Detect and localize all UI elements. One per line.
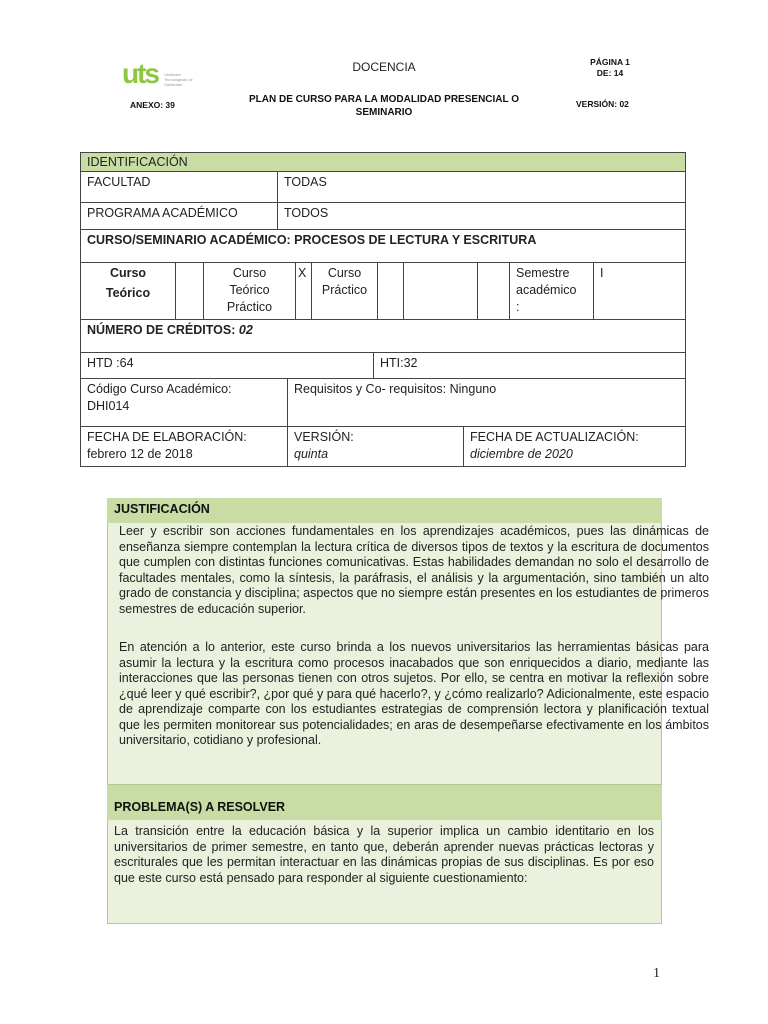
curso-teorico-line-1: Curso [109,266,147,280]
semestre-value: I [593,263,685,319]
creditos-label: NÚMERO DE CRÉDITOS: [87,323,236,337]
curso-teorico-practico-label [203,263,295,319]
justificacion-title: JUSTIFICACIÓN [107,498,662,523]
logo-text: uts [122,58,158,89]
header-page-info [570,57,650,79]
problema-paragraph: La transición entre la educación básica y la superior implica un cambio identitario en los universitarios de primer semestre, en tanto que, deberán aprender nuevas prácticas lectoras y escriturales que les permitan interactuar en las dinámicas propias de sus disciplinas. Es por eso que este curso está pensado para responder al siguiente cuestionamiento: [114,824,654,885]
fecha-elaboracion-label: FECHA DE ELABORACIÓN: [87,430,247,444]
empty-cell [477,263,509,319]
fecha-actualizacion-value: diciembre de 2020 [470,447,573,461]
hti-value: HTI:32 [373,353,685,378]
curso-practico-line-2: Práctico [321,283,368,297]
fecha-elaboracion-value: febrero 12 de 2018 [87,447,193,461]
curso-tp-line-2: Teórico [229,283,270,297]
uts-logo [122,50,194,94]
programa-label: PROGRAMA ACADÉMICO [87,206,238,220]
page-number: 1 [653,966,660,981]
codigo-value: DHI014 [87,399,130,413]
facultad-value: TODAS [277,172,685,202]
curso-seminario-row [81,230,685,263]
plan-title-line-2: SEMINARIO [355,107,413,118]
horas-row [81,353,685,379]
programa-value: TODOS [277,203,685,229]
creditos-cell [81,320,685,352]
plan-title-line-1: PLAN DE CURSO PARA LA MODALIDAD PRESENCIAL O [248,94,519,105]
fecha-elaboracion-cell [81,427,287,466]
facultad-label: FACULTAD [87,175,151,189]
facultad-row [81,172,685,203]
header-docencia: DOCENCIA [352,60,416,74]
header-version: VERSIÓN: 02 [576,99,629,109]
semestre-line-1: Semestre [516,266,570,280]
creditos-value: 02 [238,323,253,337]
version-cell [287,427,463,466]
semestre-label [509,263,593,319]
curso-tp-line-3: Práctico [226,300,273,314]
codigo-row [81,379,685,427]
page-line-1: PÁGINA 1 [590,57,630,67]
curso-practico-line-1: Curso [327,266,362,280]
curso-practico-label [311,263,377,319]
requisitos-value: Requisitos y Co- requisitos: Ninguno [287,379,685,426]
version-value: quinta [294,447,329,461]
programa-row [81,203,685,230]
identification-header-row [81,153,685,172]
justificacion-paragraph-2: En atención a lo anterior, este curso brinda a los nuevos universitarios las herramientas básicas para asumir la lectura y la escritura como procesos inacabados que son enriquecidos a diario, mediante las interacciones que las personas tienen con otros sujetos. Por ello, se centra en motivar la reflexión sobre ¿qué leer y qué escribir?, ¿por qué y para qué hacerlo?, y ¿cómo realizarlo? Adicionalmente, este espacio de aprendizaje comparte con los estudiantes estrategias de comprensión lectora y planificación textual que les permiten monitorear sus potencialidades; en aras de desempeñarse efectivamente en los ámbitos universitario, cotidiano y profesional. [119,640,709,747]
fecha-actualizacion-cell [463,427,685,466]
curso-teorico-line-2: Teórico [105,286,151,300]
curso-tp-line-1: Curso [232,266,267,280]
creditos-row [81,320,685,353]
identification-table [80,152,686,467]
semestre-line-2: académico [516,283,577,297]
tipo-curso-row [81,263,685,320]
codigo-cell [81,379,287,426]
logo-subtext: Unidades Tecnológicas de Santander [164,72,193,87]
justificacion-problema-section [107,498,709,924]
curso-teorico-check [175,263,203,319]
curso-practico-check [377,263,403,319]
fecha-actualizacion-label: FECHA DE ACTUALIZACIÓN: [470,430,639,444]
version-label: VERSIÓN: [294,430,354,444]
fechas-row [81,427,685,466]
page-line-2: DE: 14 [596,68,624,78]
justificacion-paragraph-1: Leer y escribir son acciones fundamentales en los aprendizajes académicos, pues las dinámicas de enseñanza siempre contemplan la lectura crítica de diversos tipos de textos y la escritura de documentos que cumplen con distintas funciones comunicativas. Estas habilidades demandan no solo el desarrollo de facultades mentales, como la síntesis, la paráfrasis, el análisis y la argumentación, sino también un alto grado de constancia y disciplina; aspectos que no siempre están presentes en los estudiantes de primeros semestres de educación superior. [119,524,709,616]
empty-cell [403,263,477,319]
semestre-line-3: : [516,300,520,314]
problema-title: PROBLEMA(S) A RESOLVER [107,785,662,820]
header-plan-title [225,93,543,119]
curso-teorico-practico-mark: X [295,263,311,319]
curso-seminario-title: CURSO/SEMINARIO ACADÉMICO: PROCESOS DE LECTURA Y ESCRITURA [87,233,537,247]
curso-teorico-label [81,263,175,319]
header-anexo: ANEXO: 39 [130,100,175,110]
identification-title: IDENTIFICACIÓN [87,155,188,169]
codigo-label: Código Curso Académico: [87,382,232,396]
htd-value: HTD :64 [87,356,134,370]
